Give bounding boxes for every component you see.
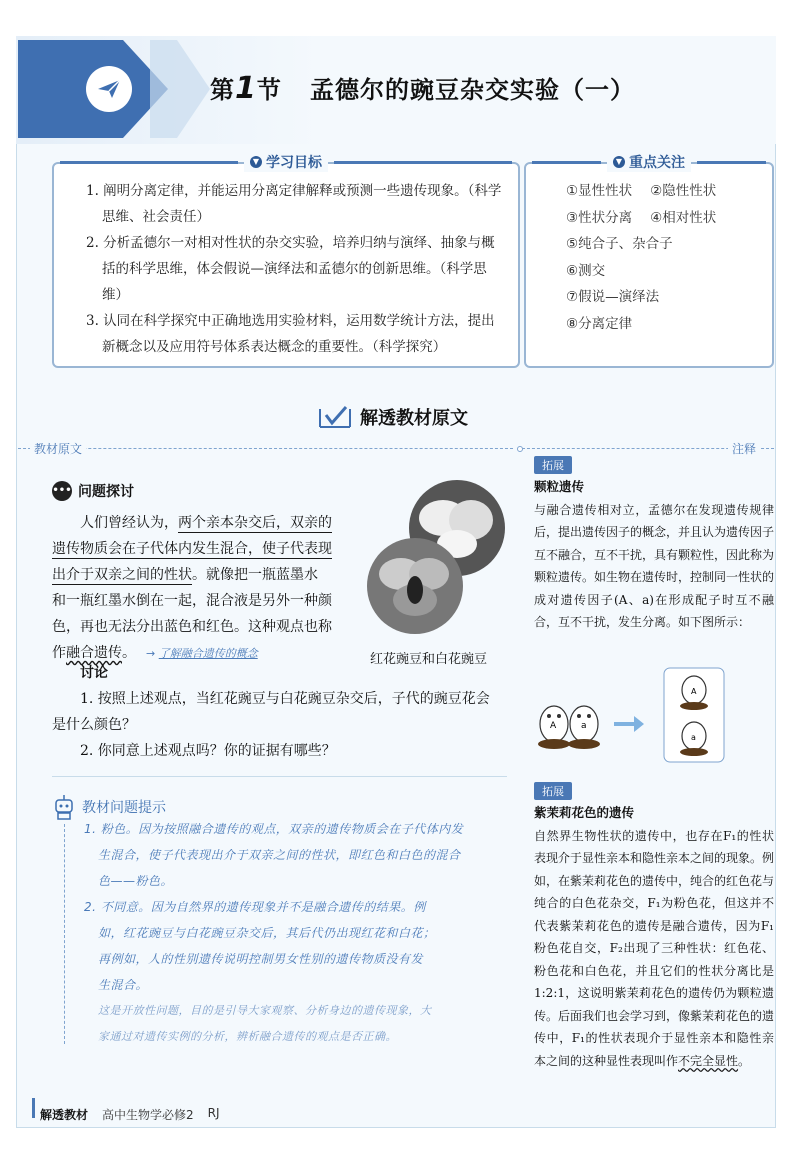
tip-line: 色——粉色。 <box>98 874 174 888</box>
section-title-text: 解透教材原文 <box>360 408 468 429</box>
extension-title: 紫茉莉花色的遗传 <box>534 805 635 820</box>
extension-text: 与融合遗传相对立，孟德尔在发现遗传规律后，提出遗传因子的概念，并且认为遗传因子互不融合，互不干扰，具有颗粒性，因此称为颗粒遗传。如生物在遗传时，控制同一性状的成对遗传因子(A、a)在形成配子时互不融合，互不干扰，发生分离。如下图所示： <box>534 502 775 629</box>
discussion-q1-cont: 是什么颜色？ <box>52 717 136 733</box>
divider <box>52 776 507 777</box>
chevron-down-icon: ▼ <box>613 156 625 168</box>
objective-item: 3. 认同在科学探究中正确地选用实验材料，运用数学统计方法，提出新概念以及应用符号体系表达概念的重要性。（科学探究） <box>86 313 495 355</box>
flower-caption: 红花豌豆和白花豌豆 <box>370 652 488 667</box>
paper-plane-icon <box>86 66 132 112</box>
tip-line: 这是开放性问题，目的是引导大家观察、分析身边的遗传现象，大 <box>98 1004 432 1017</box>
chevron-down-icon: ▼ <box>250 156 262 168</box>
p1-wavy: 融合遗传 <box>66 645 122 661</box>
footer-brand: 解透教材 <box>40 1108 89 1122</box>
p1-underline: 两个亲本杂交后，双亲的 <box>178 515 332 531</box>
extension-text-emph: 不完全显性 <box>678 1053 739 1068</box>
extension-granular <box>534 476 774 634</box>
tip-line: 如，红花豌豆与白花豌豆杂交后，其后代仍出现红花和白花； <box>98 926 436 940</box>
objective-item: 1. 阐明分离定律，并能运用分离定律解释或预测一些遗传现象。（科学思维、社会责任） <box>86 183 502 225</box>
objectives-box <box>52 155 520 368</box>
focus-box <box>524 155 774 368</box>
tip-line: 家通过对遗传实例的分析，辨析融合遗传的观点是否正确。 <box>98 1030 397 1043</box>
chapter-number: 1 <box>235 71 257 106</box>
p1-text: 人们曾经认为， <box>80 515 178 531</box>
focus-item: ⑤纯合子、杂合子 <box>566 236 673 252</box>
focus-item: ③性状分离 <box>566 209 633 226</box>
particle-inheritance-diagram <box>536 664 736 764</box>
chat-bubble-icon: ••• <box>52 481 72 501</box>
chapter-name: 孟德尔的豌豆杂交实验（一） <box>309 76 635 104</box>
p1-underline: 遗传物质会在子代体内发生混合，使子代表现 <box>52 541 332 557</box>
tip-line: 生混合。 <box>98 978 149 992</box>
focus-item: ④相对性状 <box>650 209 717 226</box>
question-heading <box>52 481 134 501</box>
objective-item: 2. 分析孟德尔一对相对性状的杂交实验，培养归纳与演绎、抽象与概括的科学思维，体会假说—演绎法和孟德尔的创新思维。（科学思维） <box>86 235 495 303</box>
focus-item: ①显性性状 <box>566 183 633 199</box>
tip-line: 2. 不同意。因为自然界的遗传现象并不是融合遗传的结果。例 <box>84 900 426 914</box>
p1-text: 和一瓶红墨水倒在一起，混合液是另外一种颜 <box>52 593 332 609</box>
p1-text: 色，再也无法分出蓝色和红色。这种观点也称 <box>52 619 332 635</box>
tip-line: 1. 粉色。因为按照融合遗传的观点，双亲的遗传物质会在子代体内发 <box>84 822 464 836</box>
extension-tag: 拓展 <box>534 782 572 800</box>
column-divider <box>517 446 523 452</box>
objectives-label-text: 学习目标 <box>266 155 322 171</box>
book-check-icon <box>318 405 352 429</box>
left-column-label: 教材原文 <box>30 440 86 457</box>
footer-bar <box>32 1098 35 1118</box>
discussion <box>52 660 492 764</box>
tips-label: 教材问题提示 <box>82 800 166 816</box>
extension-text: 。 <box>738 1053 751 1068</box>
p1-underline: 出介于双亲之间的性状 <box>52 567 192 583</box>
discussion-q2: 2. 你同意上述观点吗？你的证据有哪些？ <box>80 743 336 759</box>
robot-icon <box>52 792 76 822</box>
discussion-label: 讨论 <box>80 665 108 681</box>
right-column-label: 注释 <box>728 440 760 457</box>
particle-label: a <box>581 721 587 731</box>
focus-item: ⑥测交 <box>566 262 606 279</box>
footer-book: 高中生物学必修2 <box>102 1108 194 1122</box>
objectives-label <box>244 152 328 172</box>
handwritten-note: 了解融合遗传的概念 <box>158 647 258 660</box>
section-title <box>318 404 468 430</box>
focus-item: ⑧分离定律 <box>566 315 633 332</box>
particle-label: A <box>691 687 697 696</box>
particle-label: a <box>691 733 696 742</box>
chapter-prefix: 第 <box>210 76 235 104</box>
p1-text: 。就像把一瓶蓝墨水 <box>192 567 318 583</box>
divider <box>18 448 513 449</box>
chapter-suffix: 节 <box>256 76 282 104</box>
question-label: 问题探讨 <box>78 484 134 500</box>
discussion-q1: 1. 按照上述观点，当红花豌豆与白花豌豆杂交后，子代的豌豆花会 <box>80 691 490 707</box>
p1-text: 。 <box>122 645 136 661</box>
tip-line: 再例如，人的性别遗传说明控制男女性别的遗传物质没有发 <box>98 952 424 966</box>
focus-item: ②隐性性状 <box>650 183 717 199</box>
tip-line: 生混合，使子代表现出介于双亲之间的性状，即红色和白色的混合 <box>98 848 461 862</box>
extension-text: 自然界生物性状的遗传中，也存在F₁的性状表现介于显性亲本和隐性亲本之间的现象。例如，在紫茉莉花色的遗传中，纯合的红色花与纯合的白色花杂交，F₁为粉色花，但这并不代表紫茉莉花色的遗传是融合遗传，因为F₁粉色花自交，F₂出现了三种性状：红色花、粉色花和白色花，并且它们的性状分离比是1:2:1，这说明紫茉莉花色的遗传仍为颗粒遗传。后面我们也会学习到，像紫茉莉花色的遗传中，F₁的性状表现介于显性亲本和隐性亲本之间的这种显性表现叫作 <box>534 828 775 1068</box>
question-paragraph: 人们曾经认为，两个亲本杂交后，双亲的 遗传物质会在子代体内发生混合，使子代表现 出介于双亲之间的性状。就像把一瓶蓝墨水 和一瓶红墨水倒在一起，混合液是另外一种颜 色，再也无法分出蓝色和红色。这种观点也称 作融合遗传。 → 了解融合遗传的概念 <box>52 510 372 667</box>
extension-tag: 拓展 <box>534 456 572 474</box>
extension-title: 颗粒遗传 <box>534 479 585 494</box>
focus-item: ⑦假说—演绎法 <box>566 289 660 305</box>
extension-four-oclock <box>534 802 774 1072</box>
p1-text: 作 <box>52 645 66 661</box>
particle-label: A <box>550 721 557 731</box>
focus-label <box>607 152 691 172</box>
chapter-title <box>210 70 635 106</box>
footer-edition: RJ <box>207 1106 220 1120</box>
flower-photo <box>365 478 505 638</box>
footer <box>40 1106 220 1123</box>
tips-dashline <box>64 824 65 1044</box>
tips-content <box>84 816 509 1050</box>
focus-label-text: 重点关注 <box>629 155 685 171</box>
